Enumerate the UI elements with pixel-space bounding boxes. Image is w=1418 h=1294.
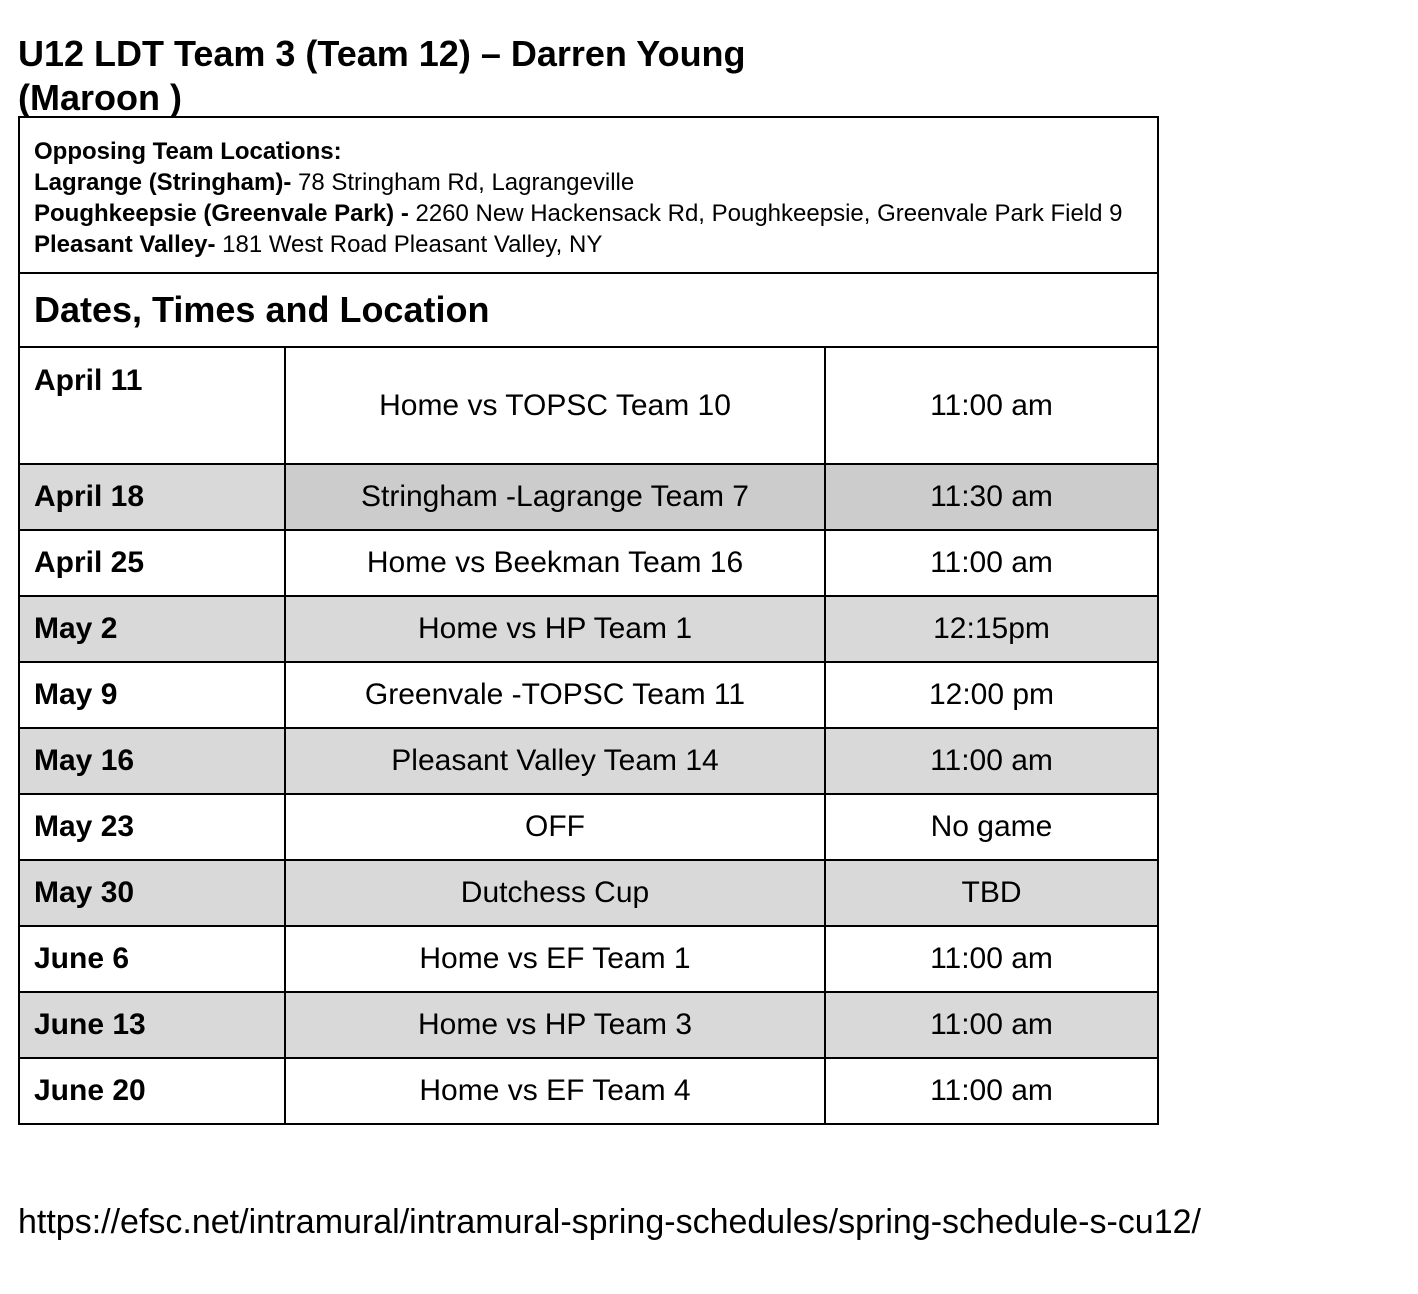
title-line-1: U12 LDT Team 3 (Team 12) – Darren Young xyxy=(18,33,746,74)
location-name: Lagrange (Stringham)- xyxy=(34,169,292,196)
game-date: June 13 xyxy=(19,992,285,1058)
location-name: Pleasant Valley- xyxy=(34,231,216,258)
game-time: 11:00 am xyxy=(825,926,1158,992)
location-address: 2260 New Hackensack Rd, Poughkeepsie, Greenvale Park Field 9 xyxy=(408,200,1123,227)
table-row xyxy=(19,926,1158,992)
game-match: Stringham -Lagrange Team 7 xyxy=(285,464,825,530)
game-match: Home vs Beekman Team 16 xyxy=(285,530,825,596)
table-row xyxy=(19,794,1158,860)
game-date: April 25 xyxy=(19,530,285,596)
table-row xyxy=(19,728,1158,794)
game-match: Home vs EF Team 4 xyxy=(285,1058,825,1124)
locations-row xyxy=(19,117,1158,273)
table-row xyxy=(19,464,1158,530)
section-heading-row xyxy=(19,273,1158,347)
game-time: 11:00 am xyxy=(825,1058,1158,1124)
table-row xyxy=(19,992,1158,1058)
game-match: Greenvale -TOPSC Team 11 xyxy=(285,662,825,728)
game-date: June 20 xyxy=(19,1058,285,1124)
source-url[interactable]: https://efsc.net/intramural/intramural-spring-schedules/spring-schedule-s-cu12/ xyxy=(18,1203,1201,1241)
game-date: May 30 xyxy=(19,860,285,926)
title-line-2: (Maroon ) xyxy=(18,77,182,118)
section-heading: Dates, Times and Location xyxy=(19,273,1158,347)
game-match: OFF xyxy=(285,794,825,860)
game-match: Home vs HP Team 1 xyxy=(285,596,825,662)
game-date: May 23 xyxy=(19,794,285,860)
game-date: May 16 xyxy=(19,728,285,794)
locations-heading: Opposing Team Locations: xyxy=(34,138,342,165)
game-time: TBD xyxy=(825,860,1158,926)
game-time: No game xyxy=(825,794,1158,860)
game-time: 12:15pm xyxy=(825,596,1158,662)
schedule-table xyxy=(18,116,1159,1125)
game-time: 11:00 am xyxy=(825,347,1158,464)
table-row xyxy=(19,347,1158,464)
location-name: Poughkeepsie (Greenvale Park) - xyxy=(34,200,409,227)
game-time: 11:30 am xyxy=(825,464,1158,530)
game-time: 11:00 am xyxy=(825,992,1158,1058)
game-time: 12:00 pm xyxy=(825,662,1158,728)
table-row xyxy=(19,662,1158,728)
table-row xyxy=(19,530,1158,596)
page-title xyxy=(18,32,818,120)
location-address: 78 Stringham Rd, Lagrangeville xyxy=(291,169,635,196)
game-match: Home vs TOPSC Team 10 xyxy=(285,347,825,464)
game-date: April 11 xyxy=(19,347,285,464)
game-match: Pleasant Valley Team 14 xyxy=(285,728,825,794)
locations-cell xyxy=(19,117,1158,273)
game-match: Home vs EF Team 1 xyxy=(285,926,825,992)
game-date: June 6 xyxy=(19,926,285,992)
game-time: 11:00 am xyxy=(825,728,1158,794)
game-match: Home vs HP Team 3 xyxy=(285,992,825,1058)
table-row xyxy=(19,596,1158,662)
location-address: 181 West Road Pleasant Valley, NY xyxy=(215,231,603,258)
table-row xyxy=(19,860,1158,926)
game-time: 11:00 am xyxy=(825,530,1158,596)
game-date: May 2 xyxy=(19,596,285,662)
table-row xyxy=(19,1058,1158,1124)
game-date: May 9 xyxy=(19,662,285,728)
game-date: April 18 xyxy=(19,464,285,530)
game-match: Dutchess Cup xyxy=(285,860,825,926)
